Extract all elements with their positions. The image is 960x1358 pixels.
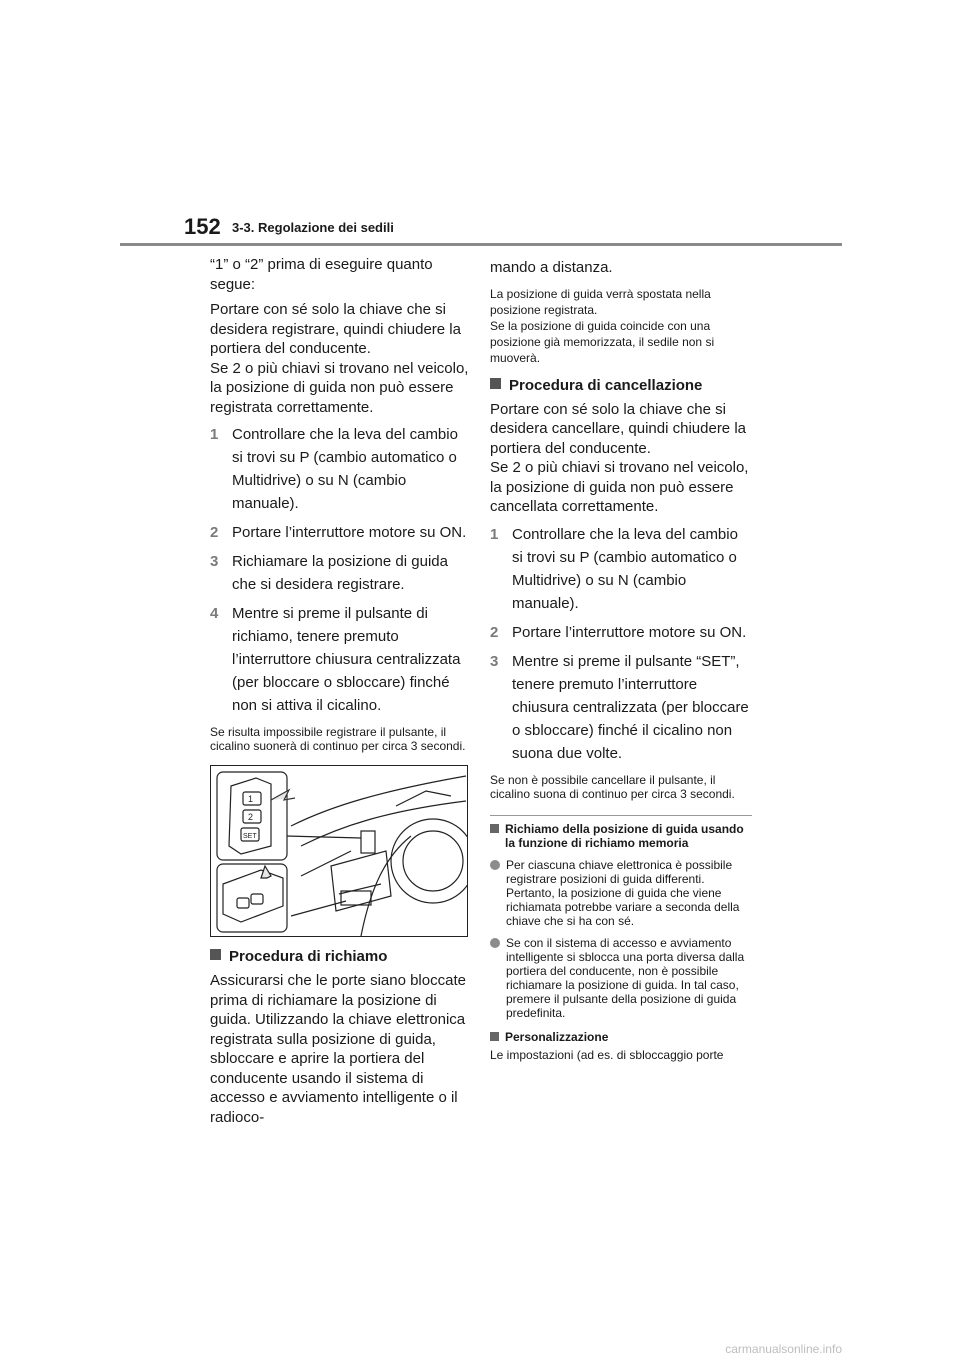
step (210, 423, 472, 515)
intro-paragraph: “1” o “2” prima di eseguire quanto segue: (210, 256, 433, 293)
recall-note-sentence: Se la posizione di guida coincide con una posizione già memorizzata, il sedile non si muoverà. (490, 318, 715, 365)
step-number: 3 (210, 553, 219, 570)
step (210, 521, 472, 544)
step-text: Richiamare la posizione di guida che si desidera registrare. (232, 553, 448, 593)
watermark: carmanualsonline.info (725, 1342, 842, 1356)
info-heading (490, 822, 752, 850)
step (210, 550, 472, 596)
recall-note-sentence: La posizione di guida verrà spostata nella posizione registrata. (490, 286, 711, 317)
cancel-note: Se non è possibile cancellare il pulsante, il cicalino suona di continuo per circa 3 secondi. (490, 772, 735, 801)
door-switch-illustration (210, 765, 468, 937)
step-text: Portare l’interruttore motore su ON. (232, 524, 467, 541)
recall-note (490, 286, 752, 366)
cancel-sentence: Se 2 o più chiavi si trovano nel veicolo, la posizione di guida non può essere cancellata correttamente. (490, 459, 749, 515)
step-number: 1 (210, 426, 219, 443)
step-number: 1 (490, 525, 499, 543)
register-note: Se risulta impossibile registrare il pulsante, il cicalino suonerà di continuo per circa 3 secondi. (210, 725, 466, 753)
intro-sentence: Se 2 o più chiavi si trovano nel veicolo, la posizione di guida non può essere registrata correttamente. (210, 359, 469, 416)
square-bullet-icon (210, 949, 221, 960)
cancel-heading-text: Procedura di cancellazione (509, 376, 703, 394)
step (210, 602, 472, 717)
step-text: Controllare che la leva del cambio si trovi su P (cambio automatico o Multidrive) o su N (cambio manuale). (512, 525, 738, 612)
square-bullet-icon (490, 824, 499, 833)
recall-paragraph: Assicurarsi che le porte siano bloccate prima di richiamare la posizione di guida. Utilizzando la chiave elettronica registrata sulla posizione di guida, sbloccare e aprire la portiera del conducente usando il sistema di accesso e avviamento intelligente o il radioco- (210, 972, 466, 1126)
recall-heading-text: Procedura di richiamo (229, 948, 388, 965)
info-heading-text: Richiamo della posizione di guida usando la funzione di richiamo memoria (505, 821, 744, 850)
step-number: 3 (490, 652, 499, 670)
memory-button-2-label: 2 (248, 812, 254, 822)
intro-paragraph (210, 300, 472, 417)
cancel-heading (490, 376, 752, 396)
custom-heading-text: Personalizzazione (505, 1029, 609, 1044)
page-number: 152 (184, 214, 221, 239)
info-bullet (490, 936, 752, 1020)
register-steps (210, 423, 472, 717)
custom-text: Le impostazioni (ad es. di sbloccaggio porte (490, 1047, 724, 1062)
left-column (210, 255, 472, 1127)
cancel-steps (490, 523, 752, 765)
step-text: Portare l’interruttore motore su ON. (512, 623, 747, 641)
info-bullet-text: Se con il sistema di accesso e avviamento intelligente si sblocca una porta diversa dalla portiera del conducente, non è possibile richiamare la posizione di guida. In tal caso, premere il pulsante della posizione di guida predefinita. (506, 935, 745, 1020)
set-button-label: SET (243, 833, 257, 840)
intro-sentence: Portare con sé solo la chiave che si desidera registrare, quindi chiudere la portiera del conducente. (210, 301, 461, 357)
square-bullet-icon (490, 1032, 499, 1041)
step-number: 2 (210, 524, 219, 541)
circle-bullet-icon (490, 860, 500, 870)
custom-heading (490, 1030, 752, 1044)
section-divider (490, 815, 752, 816)
cancel-sentence: Portare con sé solo la chiave che si desidera cancellare, quindi chiudere la portiera del conducente. (490, 400, 746, 457)
recall-heading (210, 947, 472, 967)
circle-bullet-icon (490, 938, 500, 948)
step-number: 2 (490, 623, 499, 641)
memory-button-1-label: 1 (248, 794, 254, 804)
section-title: 3-3. Regolazione dei sedili (232, 220, 394, 235)
step (490, 621, 752, 644)
info-bullet-text: Per ciascuna chiave elettronica è possibile registrare posizioni di guida differenti. Pertanto, la posizione di guida che viene richiamata potrebbe variare a seconda della chiave che si ha con sé. (506, 857, 740, 928)
cancel-paragraph (490, 400, 752, 517)
header-rule (120, 243, 842, 246)
square-bullet-icon (490, 378, 501, 389)
right-column (490, 255, 752, 1063)
step-text: Controllare che la leva del cambio si trovi su P (cambio automatico o Multidrive) o su N (cambio manuale). (232, 426, 458, 512)
info-bullet (490, 858, 752, 928)
step (490, 523, 752, 615)
continuation-text: mando a distanza. (490, 259, 613, 276)
step-text: Mentre si preme il pulsante “SET”, tenere premuto l’interruttore chiusura centralizzata (per bloccare o sbloccare) finché il cicalino non suona due volte. (512, 652, 749, 762)
step (490, 650, 752, 765)
step-number: 4 (210, 605, 219, 622)
step-text: Mentre si preme il pulsante di richiamo, tenere premuto l’interruttore chiusura centralizzata (per bloccare o sbloccare) finché non si attiva il cicalino. (232, 605, 461, 714)
